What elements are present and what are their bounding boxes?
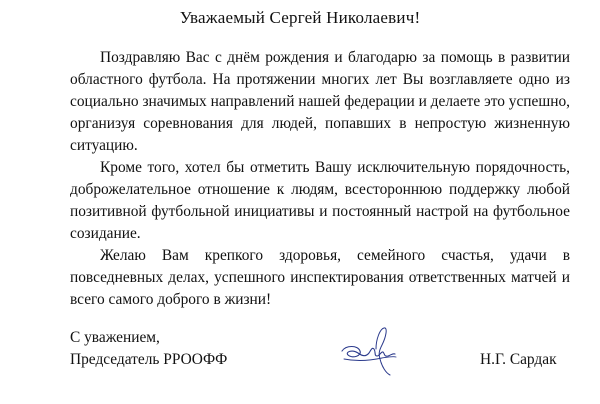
- closing-phrase: С уважением,: [70, 329, 160, 346]
- paragraph-wishes: Желаю Вам крепкого здоровья, семейного счастья, удачи в повседневных делах, успешного инспектирования ответственных матчей и всего самого доброго в жизни!: [70, 247, 570, 308]
- letter-body: [70, 47, 570, 311]
- salutation: Уважаемый Сергей Николаевич!: [179, 8, 421, 27]
- closing-block: [70, 327, 227, 371]
- handwritten-signature: [338, 323, 400, 379]
- signature-stroke: [342, 347, 395, 357]
- signer-name: Н.Г. Сардак: [480, 351, 557, 368]
- signer-title: Председатель РРООФФ: [70, 351, 228, 368]
- paragraph-qualities: Кроме того, хотел бы отметить Вашу исключительную порядочность, доброжелательное отношение к людям, всестороннюю поддержку любой позитивной футбольной инициативы и постоянный настрой на футбольное созидание.: [70, 159, 570, 242]
- paragraph-congratulations: Поздравляю Вас с днём рождения и благодарю за помощь в развитии областного футбола. На протяжении многих лет Вы возглавляете одно из социально значимых направлений нашей федерации и делаете это успешно, организуя соревнования для людей, попавших в непростую жизненную ситуацию.: [70, 49, 570, 154]
